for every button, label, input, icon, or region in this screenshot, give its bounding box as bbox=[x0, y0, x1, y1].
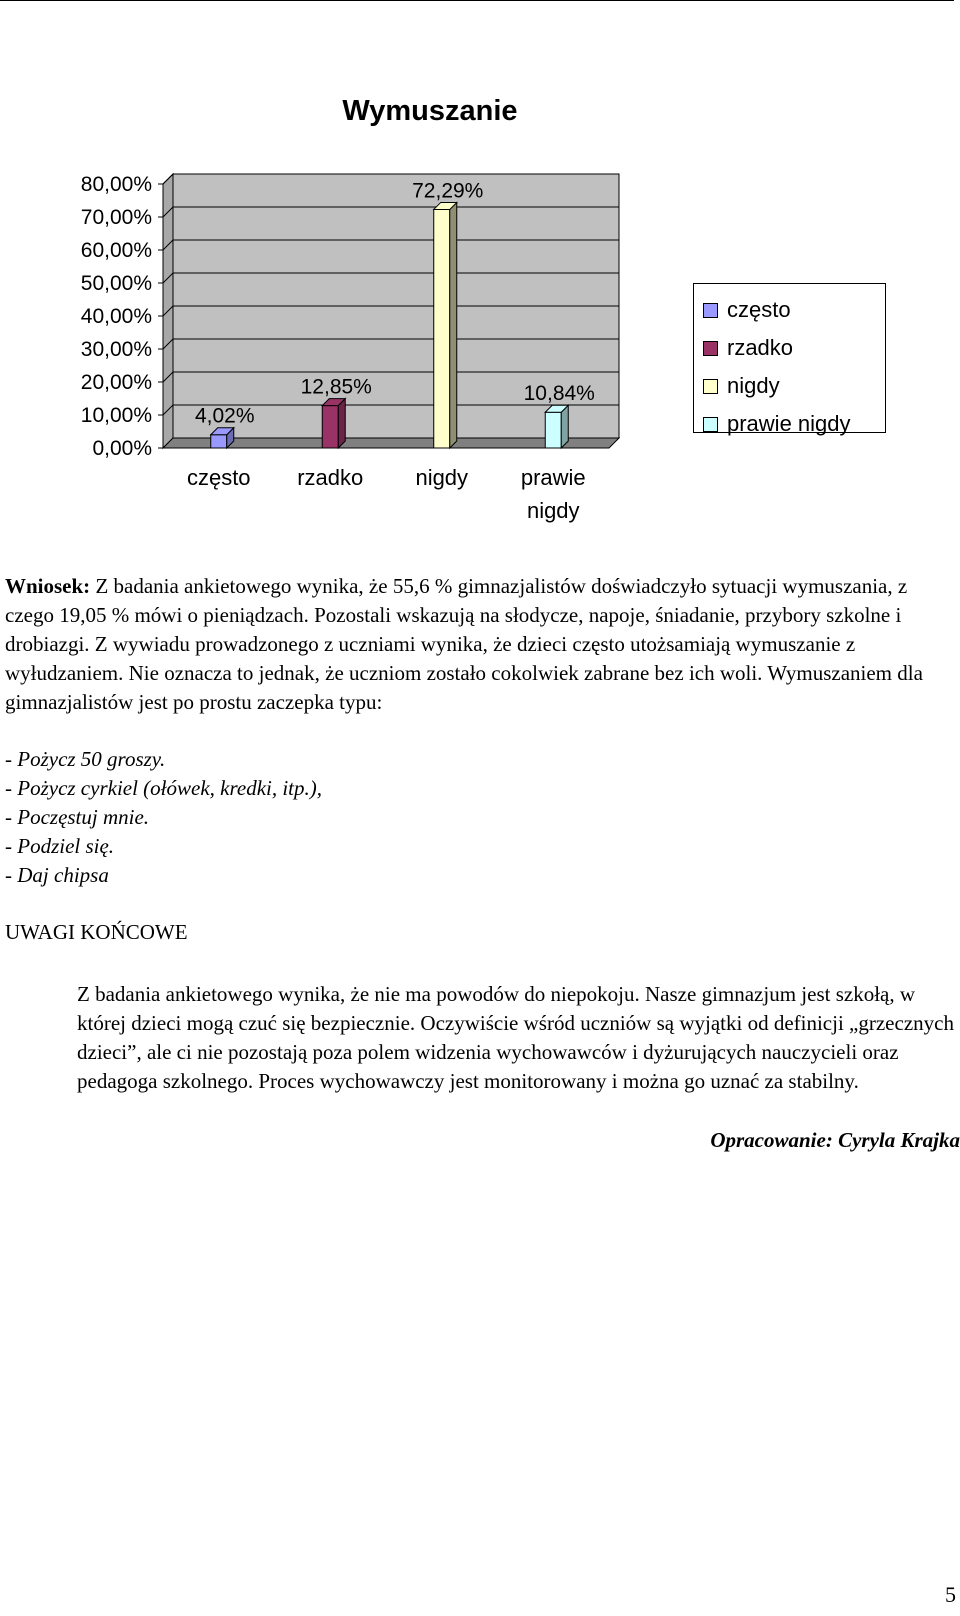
y-tick-label: 80,00% bbox=[80, 173, 152, 196]
chart-legend bbox=[693, 283, 886, 436]
page-number: 5 bbox=[945, 1582, 956, 1607]
data-label: 72,29% bbox=[412, 179, 484, 203]
list-item: - Daj chipsa bbox=[5, 863, 109, 887]
legend-swatch-nigdy bbox=[703, 379, 718, 394]
chart-title: Wymuszanie bbox=[342, 95, 518, 127]
legend-swatch-prawie-nigdy bbox=[703, 417, 718, 432]
y-tick-label: 60,00% bbox=[80, 239, 152, 262]
legend-item-czesto bbox=[694, 291, 885, 329]
legend-item-rzadko bbox=[694, 329, 885, 367]
bar-side bbox=[450, 202, 457, 448]
examples-list bbox=[5, 745, 957, 890]
legend-swatch-czesto bbox=[703, 303, 718, 318]
legend-label-czesto: często bbox=[727, 297, 791, 322]
list-item: - Podziel się. bbox=[5, 834, 115, 858]
legend-label-nigdy: nigdy bbox=[727, 373, 780, 398]
author-signature: Opracowanie: Cyryla Krajka bbox=[710, 1128, 960, 1152]
top-rule bbox=[0, 0, 954, 1]
bar-chart bbox=[0, 170, 660, 540]
legend-label-prawie-nigdy: prawie nigdy bbox=[727, 411, 851, 436]
data-label: 4,02% bbox=[194, 404, 255, 428]
legend-label-rzadko: rzadko bbox=[727, 335, 794, 360]
remarks-paragraph bbox=[5, 980, 957, 1096]
conclusion-paragraph bbox=[5, 572, 957, 717]
remarks-heading: UWAGI KOŃCOWE bbox=[5, 920, 188, 944]
x-tick-label: często bbox=[186, 465, 251, 490]
list-item: - Pożycz cyrkiel (ołówek, kredki, itp.), bbox=[5, 776, 323, 800]
y-tick-label: 10,00% bbox=[80, 404, 152, 427]
conclusion-label: Wniosek: bbox=[5, 574, 91, 598]
y-tick-label: 40,00% bbox=[80, 305, 152, 328]
conclusion-text: Z badania ankietowego wynika, że 55,6 % gimnazjalistów doświadczyło sytuacji wymuszania, z czego 19,05 % mówi o pieniądzach. Pozostali wskazują na słodycze, napoje, śniadanie, przybory szkolne i drobiazgi. Z wywiadu prowadzonego z uczniami wynika, że dzieci często utożsamiają wymuszanie z wyłudzaniem. Nie oznacza to jednak, że uczniom zostało cokolwiek zabrane bez ich woli. Wymuszaniem dla gimnazjalistów jest po prostu zaczepka typu: bbox=[5, 574, 923, 714]
list-item: - Pożycz 50 groszy. bbox=[5, 747, 166, 771]
x-tick-label: rzadko bbox=[297, 465, 364, 490]
bar-side bbox=[338, 399, 345, 448]
list-item: - Poczęstuj mnie. bbox=[5, 805, 150, 829]
remarks-text: Z badania ankietowego wynika, że nie ma powodów do niepokoju. Nasze gimnazjum jest szkołą, w której dzieci mogą czuć się bezpiecznie. Oczywiście wśród uczniów są wyjątki od definicji „grzecznych dzieci”, ale ci nie pozostają poza polem widzenia wychowawców i dyżurujących nauczycieli oraz pedagoga szkolnego. Proces wychowawczy jest monitorowany i można go uznać za stabilny. bbox=[77, 982, 954, 1093]
y-tick-label: 30,00% bbox=[80, 338, 152, 361]
x-tick-label: nigdy bbox=[526, 498, 580, 523]
legend-item-nigdy bbox=[694, 367, 885, 405]
data-label: 10,84% bbox=[523, 382, 595, 406]
bar bbox=[322, 406, 338, 448]
bar bbox=[434, 209, 450, 448]
bar bbox=[211, 435, 227, 448]
legend-swatch-rzadko bbox=[703, 341, 718, 356]
y-tick-label: 20,00% bbox=[80, 371, 152, 394]
y-tick-label: 50,00% bbox=[80, 272, 152, 295]
x-tick-label: nigdy bbox=[415, 465, 469, 490]
y-tick-label: 0,00% bbox=[92, 437, 152, 460]
bar bbox=[545, 412, 561, 448]
x-tick-label: prawie bbox=[520, 465, 586, 490]
y-tick-label: 70,00% bbox=[80, 206, 152, 229]
data-label: 12,85% bbox=[300, 375, 372, 399]
legend-item-prawie-nigdy bbox=[694, 405, 885, 443]
